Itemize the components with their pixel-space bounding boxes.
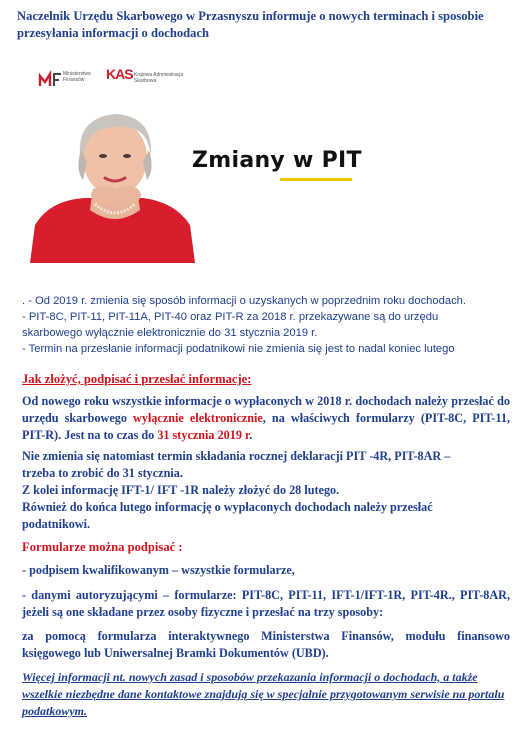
header-line-2: przesyłania informacji o dochodach	[17, 26, 210, 40]
p2-line-4: Również do końca lutego informację o wypłaconych dochodach należy przesłać	[22, 500, 433, 514]
paragraph-electronic-submission	[22, 393, 510, 444]
p1-text-a: Od nowego roku wszystkie informacje o wypłaconych w 2018 r. dochodach należy przesłać do urzędu skarbowego	[22, 394, 510, 425]
p1-red-deadline: 31 stycznia 2019 r	[157, 428, 250, 442]
intro-line-3: skarbowego wyłącznie elektronicznie do 31 stycznia 2019 r.	[22, 327, 318, 339]
section-heading-forms: Formularze można podpisać :	[22, 540, 183, 554]
paragraph-deadlines	[22, 448, 510, 533]
intro-line-1: . - Od 2019 r. zmienia się sposób informacji o uzyskanych w poprzednim roku dochodach.	[22, 295, 466, 307]
p1-text-c: .	[249, 428, 253, 442]
mf-text-2: Finansów	[63, 77, 85, 83]
kas-text-2: Skarbowa	[134, 78, 157, 84]
p2-line-3: Z kolei informację IFT-1/ IFT -1R należy złożyć do 28 lutego.	[22, 483, 340, 497]
p1-text-b: , na właściwych formularzy (PIT-8C, PIT-11, PIT-R). Jest na to czas do	[22, 411, 511, 442]
logos	[38, 66, 208, 90]
p1-red-electronic: wyłącznie elektronicznie	[133, 411, 263, 425]
header-line-1: Naczelnik Urzędu Skarbowego w Przasnyszu informuje o nowych terminach i sposobie	[17, 9, 484, 23]
woman-photo	[25, 100, 240, 263]
ministry-of-finance-logo	[38, 68, 98, 88]
kas-logo-mark: KAS	[106, 66, 133, 82]
intro-line-2: - PIT-8C, PIT-11, PIT-11A, PIT-40 oraz PIT-R za 2018 r. przekazywane są do urzędu	[22, 311, 439, 323]
intro-line-4: - Termin na przesłanie informacji podatnikowi nie zmienia się jest to nadal koniec lutego	[22, 343, 455, 355]
mf-logo-icon	[38, 70, 62, 88]
portrait-illustration	[25, 100, 240, 263]
forms-item-qualified: - podpisem kwalifikowanym – wszystkie formularze,	[22, 563, 295, 577]
p2-line-2: trzeba to zrobić do 31 stycznia.	[22, 466, 183, 480]
mf-text-1: Ministerstwo	[63, 71, 91, 77]
page-header	[17, 8, 517, 42]
banner-headline: Zmiany w PIT	[192, 148, 362, 173]
section-heading-how-to-submit: Jak złożyć, podpisać i przesłać informacje:	[22, 372, 252, 386]
headline-accent-bar	[280, 178, 352, 181]
more-info-link[interactable]: Więcej informacji nt. nowych zasad i sposobów przekazania informacji o dochodach, a także wszelkie niezbędne dane kontaktowe znajdują się w specjalnie przygotowanym serwisie na portalu podatkowym.	[22, 670, 505, 718]
intro-list	[22, 293, 517, 357]
forms-item-methods: za pomocą formularza interaktywnego Ministerstwa Finansów, modułu finansowo księgowego lub Uniwersalnej Bramki Dokumentów (UBD).	[22, 629, 510, 660]
p2-line-1: Nie zmienia się natomiast termin składania rocznej deklaracji PIT -4R, PIT-8AR –	[22, 449, 451, 463]
kas-logo	[106, 66, 216, 90]
p2-line-5: podatnikowi.	[22, 517, 91, 531]
kas-text-1: Krajowa Administracja	[134, 72, 184, 78]
forms-item-authorizing: - danymi autoryzującymi – formularze: PIT-8C, PIT-11, IFT-1/IFT-1R, PIT-4R., PIT-8AR, jeżeli są one składane przez osoby fizyczne i przesłać na trzy sposoby:	[22, 588, 510, 619]
